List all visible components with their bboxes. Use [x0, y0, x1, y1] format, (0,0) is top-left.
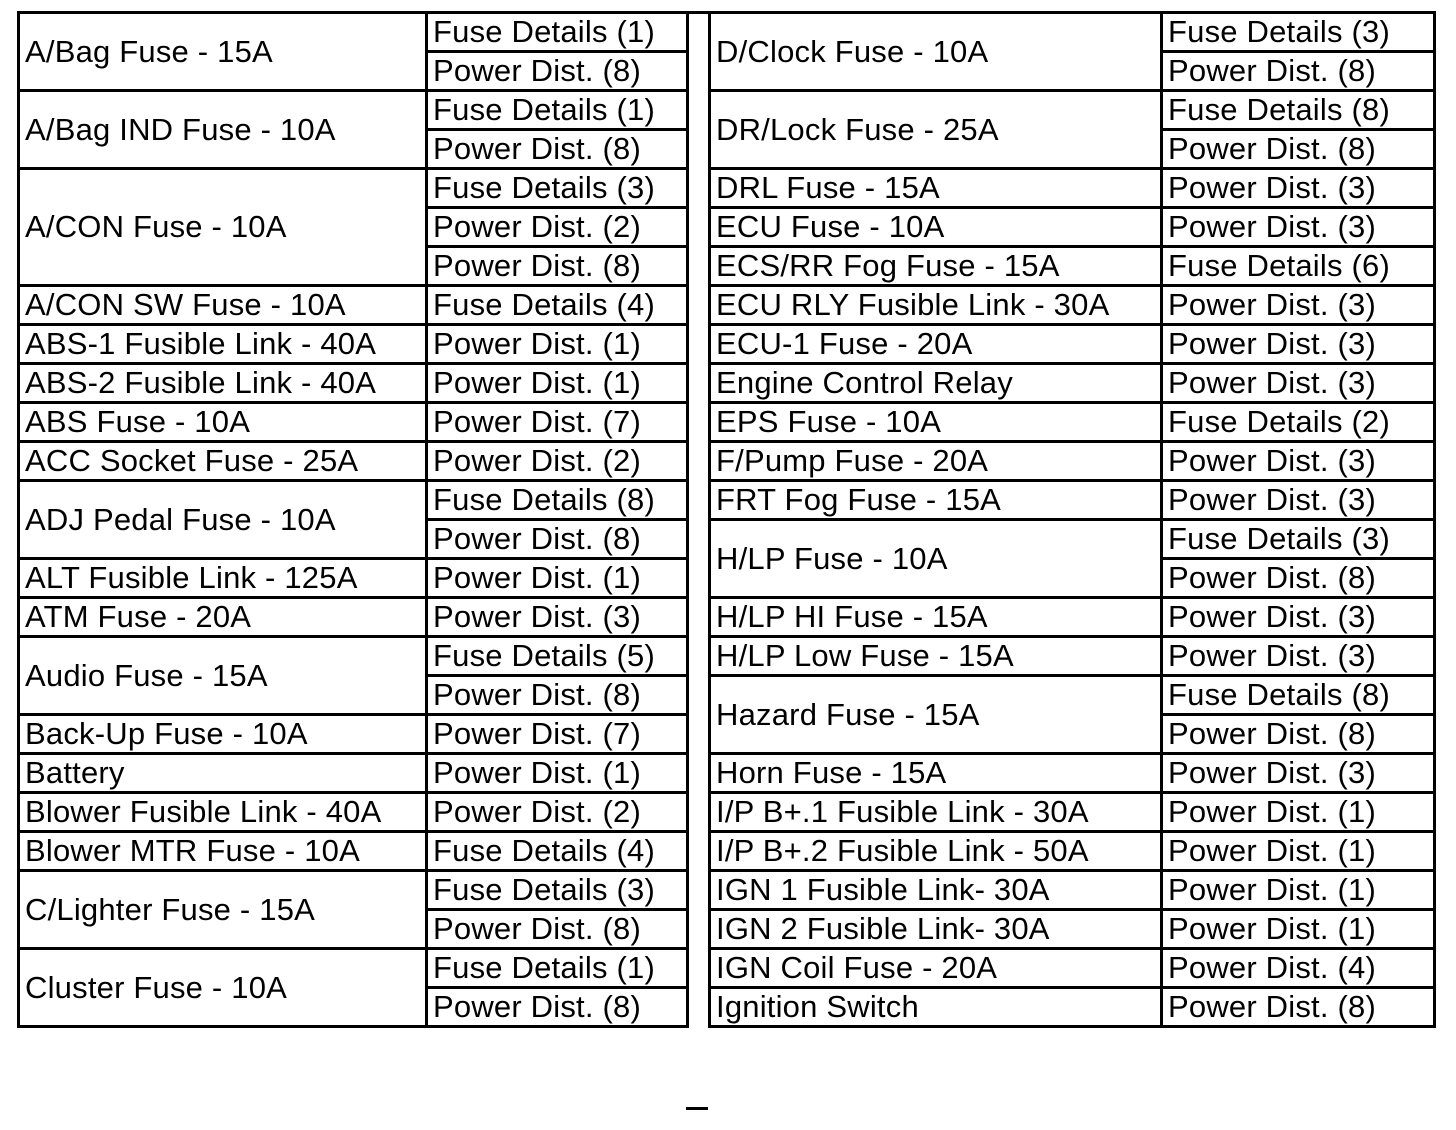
table-row [710, 247, 1435, 286]
reference-link-cell[interactable]: Fuse Details (2) [1162, 403, 1435, 442]
reference-link-cell[interactable]: Fuse Details (8) [1162, 91, 1435, 130]
table-row [19, 871, 688, 910]
table-row [710, 910, 1435, 949]
table-row [710, 871, 1435, 910]
component-name-cell: Horn Fuse - 15A [710, 754, 1162, 793]
reference-link-cell[interactable]: Fuse Details (3) [427, 169, 688, 208]
reference-link-cell[interactable]: Fuse Details (4) [427, 286, 688, 325]
reference-link-cell[interactable]: Power Dist. (8) [427, 130, 688, 169]
component-name-cell: Back-Up Fuse - 10A [19, 715, 427, 754]
reference-link-cell[interactable]: Power Dist. (8) [427, 247, 688, 286]
table-row [710, 754, 1435, 793]
reference-link-cell[interactable]: Fuse Details (5) [427, 637, 688, 676]
reference-link-cell[interactable]: Fuse Details (1) [427, 13, 688, 52]
reference-link-cell[interactable]: Fuse Details (8) [1162, 676, 1435, 715]
table-row [19, 442, 688, 481]
table-row [19, 715, 688, 754]
table-row [710, 832, 1435, 871]
table-row [19, 559, 688, 598]
table-row [710, 286, 1435, 325]
component-name-cell: ABS-1 Fusible Link - 40A [19, 325, 427, 364]
component-name-cell: ACC Socket Fuse - 25A [19, 442, 427, 481]
table-row [19, 403, 688, 442]
component-name-cell: FRT Fog Fuse - 15A [710, 481, 1162, 520]
reference-link-cell[interactable]: Power Dist. (3) [1162, 442, 1435, 481]
component-name-cell: ECU Fuse - 10A [710, 208, 1162, 247]
table-row [710, 520, 1435, 559]
reference-link-cell[interactable]: Power Dist. (1) [1162, 793, 1435, 832]
reference-link-cell[interactable]: Power Dist. (3) [1162, 754, 1435, 793]
component-name-cell: Blower Fusible Link - 40A [19, 793, 427, 832]
component-name-cell: I/P B+.2 Fusible Link - 50A [710, 832, 1162, 871]
reference-link-cell[interactable]: Power Dist. (3) [1162, 481, 1435, 520]
reference-link-cell[interactable]: Power Dist. (8) [1162, 130, 1435, 169]
reference-link-cell[interactable]: Power Dist. (4) [1162, 949, 1435, 988]
table-row [710, 676, 1435, 715]
table-row [710, 403, 1435, 442]
component-name-cell: H/LP Fuse - 10A [710, 520, 1162, 598]
table-row [710, 13, 1435, 52]
component-name-cell: EPS Fuse - 10A [710, 403, 1162, 442]
reference-link-cell[interactable]: Power Dist. (1) [1162, 871, 1435, 910]
component-name-cell: ADJ Pedal Fuse - 10A [19, 481, 427, 559]
component-name-cell: ATM Fuse - 20A [19, 598, 427, 637]
component-name-cell: ECS/RR Fog Fuse - 15A [710, 247, 1162, 286]
table-row [710, 988, 1435, 1027]
reference-link-cell[interactable]: Fuse Details (6) [1162, 247, 1435, 286]
reference-link-cell[interactable]: Power Dist. (2) [427, 793, 688, 832]
table-row [19, 793, 688, 832]
component-name-cell: H/LP Low Fuse - 15A [710, 637, 1162, 676]
component-name-cell: DRL Fuse - 15A [710, 169, 1162, 208]
column-divider [686, 11, 708, 1110]
table-row [710, 364, 1435, 403]
table-row [19, 481, 688, 520]
table-row [19, 364, 688, 403]
component-name-cell: ABS-2 Fusible Link - 40A [19, 364, 427, 403]
table-row [710, 91, 1435, 130]
reference-link-cell[interactable]: Fuse Details (3) [1162, 13, 1435, 52]
component-name-cell: Battery [19, 754, 427, 793]
component-name-cell: A/Bag Fuse - 15A [19, 13, 427, 91]
component-name-cell: A/CON SW Fuse - 10A [19, 286, 427, 325]
component-name-cell: ALT Fusible Link - 125A [19, 559, 427, 598]
reference-link-cell[interactable]: Fuse Details (3) [427, 871, 688, 910]
reference-link-cell[interactable]: Power Dist. (3) [1162, 637, 1435, 676]
reference-link-cell[interactable]: Fuse Details (8) [427, 481, 688, 520]
component-name-cell: Blower MTR Fuse - 10A [19, 832, 427, 871]
table-row [710, 637, 1435, 676]
reference-link-cell[interactable]: Power Dist. (3) [1162, 325, 1435, 364]
table-row [710, 442, 1435, 481]
table-row [710, 598, 1435, 637]
component-name-cell: A/CON Fuse - 10A [19, 169, 427, 286]
reference-link-cell[interactable]: Power Dist. (3) [1162, 169, 1435, 208]
table-row [19, 13, 688, 52]
reference-link-cell[interactable]: Power Dist. (3) [1162, 598, 1435, 637]
component-name-cell: ECU-1 Fuse - 20A [710, 325, 1162, 364]
reference-link-cell[interactable]: Power Dist. (8) [427, 910, 688, 949]
reference-link-cell[interactable]: Power Dist. (3) [1162, 286, 1435, 325]
table-row [710, 793, 1435, 832]
table-row [710, 169, 1435, 208]
component-name-cell: F/Pump Fuse - 20A [710, 442, 1162, 481]
left-index-table [17, 11, 689, 1028]
component-name-cell: A/Bag IND Fuse - 10A [19, 91, 427, 169]
component-name-cell: DR/Lock Fuse - 25A [710, 91, 1162, 169]
component-name-cell: Engine Control Relay [710, 364, 1162, 403]
component-name-cell: IGN 2 Fusible Link- 30A [710, 910, 1162, 949]
component-name-cell: IGN 1 Fusible Link- 30A [710, 871, 1162, 910]
reference-link-cell[interactable]: Fuse Details (4) [427, 832, 688, 871]
reference-link-cell[interactable]: Power Dist. (3) [1162, 208, 1435, 247]
table-row [19, 91, 688, 130]
reference-link-cell[interactable]: Power Dist. (7) [427, 715, 688, 754]
reference-link-cell[interactable]: Power Dist. (1) [1162, 910, 1435, 949]
reference-link-cell[interactable]: Power Dist. (8) [1162, 52, 1435, 91]
component-name-cell: ECU RLY Fusible Link - 30A [710, 286, 1162, 325]
reference-link-cell[interactable]: Fuse Details (3) [1162, 520, 1435, 559]
component-name-cell: Audio Fuse - 15A [19, 637, 427, 715]
component-name-cell: C/Lighter Fuse - 15A [19, 871, 427, 949]
table-row [710, 208, 1435, 247]
table-row [19, 598, 688, 637]
reference-link-cell[interactable]: Power Dist. (1) [427, 754, 688, 793]
reference-link-cell[interactable]: Power Dist. (2) [427, 442, 688, 481]
component-name-cell: Hazard Fuse - 15A [710, 676, 1162, 754]
reference-link-cell[interactable]: Power Dist. (3) [1162, 364, 1435, 403]
reference-link-cell[interactable]: Power Dist. (8) [1162, 988, 1435, 1027]
reference-link-cell[interactable]: Power Dist. (8) [1162, 715, 1435, 754]
reference-link-cell[interactable]: Power Dist. (8) [427, 988, 688, 1027]
reference-link-cell[interactable]: Power Dist. (8) [1162, 559, 1435, 598]
reference-link-cell[interactable]: Power Dist. (2) [427, 208, 688, 247]
reference-link-cell[interactable]: Power Dist. (1) [1162, 832, 1435, 871]
table-row [19, 832, 688, 871]
component-name-cell: ABS Fuse - 10A [19, 403, 427, 442]
reference-link-cell[interactable]: Power Dist. (7) [427, 403, 688, 442]
table-row [19, 325, 688, 364]
table-row [19, 949, 688, 988]
table-row [19, 637, 688, 676]
reference-link-cell[interactable]: Power Dist. (1) [427, 325, 688, 364]
table-row [19, 286, 688, 325]
table-row [710, 949, 1435, 988]
component-name-cell: I/P B+.1 Fusible Link - 30A [710, 793, 1162, 832]
right-index-table [708, 11, 1436, 1028]
table-row [19, 169, 688, 208]
reference-link-cell[interactable]: Power Dist. (8) [427, 52, 688, 91]
component-name-cell: Ignition Switch [710, 988, 1162, 1027]
component-name-cell: Cluster Fuse - 10A [19, 949, 427, 1027]
reference-link-cell[interactable]: Power Dist. (1) [427, 559, 688, 598]
reference-link-cell[interactable]: Power Dist. (1) [427, 364, 688, 403]
component-name-cell: D/Clock Fuse - 10A [710, 13, 1162, 91]
reference-link-cell[interactable]: Fuse Details (1) [427, 949, 688, 988]
table-row [710, 481, 1435, 520]
component-name-cell: IGN Coil Fuse - 20A [710, 949, 1162, 988]
reference-link-cell[interactable]: Power Dist. (3) [427, 598, 688, 637]
reference-link-cell[interactable]: Power Dist. (8) [427, 676, 688, 715]
table-row [19, 754, 688, 793]
table-row [710, 325, 1435, 364]
reference-link-cell[interactable]: Power Dist. (8) [427, 520, 688, 559]
reference-link-cell[interactable]: Fuse Details (1) [427, 91, 688, 130]
component-name-cell: H/LP HI Fuse - 15A [710, 598, 1162, 637]
